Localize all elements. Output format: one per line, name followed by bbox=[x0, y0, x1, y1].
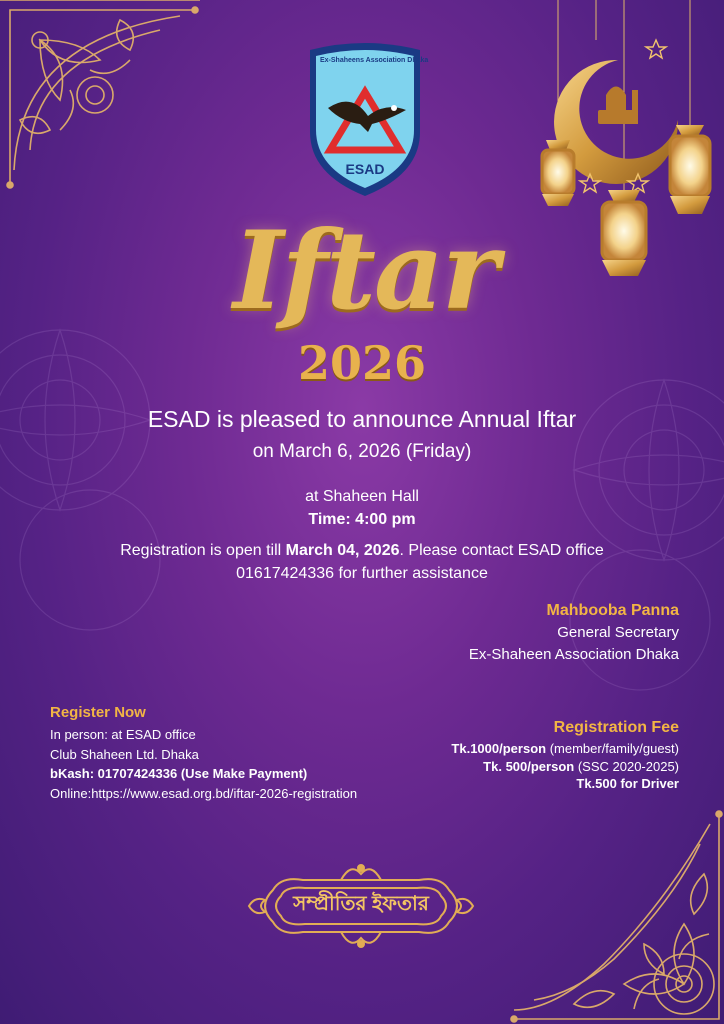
registration-fee-block bbox=[451, 718, 679, 793]
fee-line-driver: Tk.500 for Driver bbox=[576, 776, 679, 791]
event-venue: at Shaheen Hall bbox=[305, 488, 419, 505]
location-line: Club Shaheen Ltd. Dhaka bbox=[50, 746, 199, 762]
svg-text:ESAD: ESAD bbox=[345, 161, 385, 177]
register-now-block bbox=[50, 703, 357, 803]
hanging-lanterns-crescent-illustration bbox=[528, 0, 724, 290]
event-date: on March 6, 2026 (Friday) bbox=[252, 441, 472, 462]
signatory-block bbox=[469, 600, 679, 666]
signatory-organization: Ex-Shaheen Association Dhaka bbox=[468, 646, 679, 663]
poster-title: Iftar bbox=[233, 208, 497, 334]
in-person-line: In person: at ESAD office bbox=[50, 727, 196, 742]
online-registration-link[interactable]: Online:https://www.esad.org.bd/iftar-2026-registration bbox=[50, 785, 358, 801]
signatory-name: Mahbooba Panna bbox=[546, 602, 679, 619]
badge-text: সম্প্রীতির ইফতার bbox=[293, 893, 429, 915]
contact-line: 01617424336 for further assistance bbox=[236, 565, 488, 582]
event-year: 2026 bbox=[297, 336, 427, 390]
registration-deadline-line: Registration is open till March 04, 2026. Please contact ESAD office bbox=[120, 542, 604, 559]
fee-line-member: Tk.1000/person (member/family/guest) bbox=[451, 741, 679, 756]
signatory-position: General Secretary bbox=[557, 624, 679, 641]
register-now-heading: Register Now bbox=[50, 704, 146, 721]
corner-ornament-bottom-right bbox=[514, 814, 724, 1024]
fee-line-ssc: Tk. 500/person (SSC 2020-2025) bbox=[483, 758, 679, 774]
logo-org-name: Ex-Shaheens Association Dhaka bbox=[320, 57, 429, 64]
esad-logo bbox=[302, 40, 428, 198]
registration-deadline: March 04, 2026 bbox=[285, 542, 400, 559]
event-time: Time: 4:00 pm bbox=[308, 511, 416, 528]
corner-ornament-top-left bbox=[0, 0, 200, 190]
bkash-line: bKash: 01707424336 (Use Make Payment) bbox=[50, 766, 308, 781]
announcement-text: ESAD is pleased to announce Annual Iftar bbox=[147, 406, 577, 432]
registration-fee-heading: Registration Fee bbox=[553, 719, 679, 736]
